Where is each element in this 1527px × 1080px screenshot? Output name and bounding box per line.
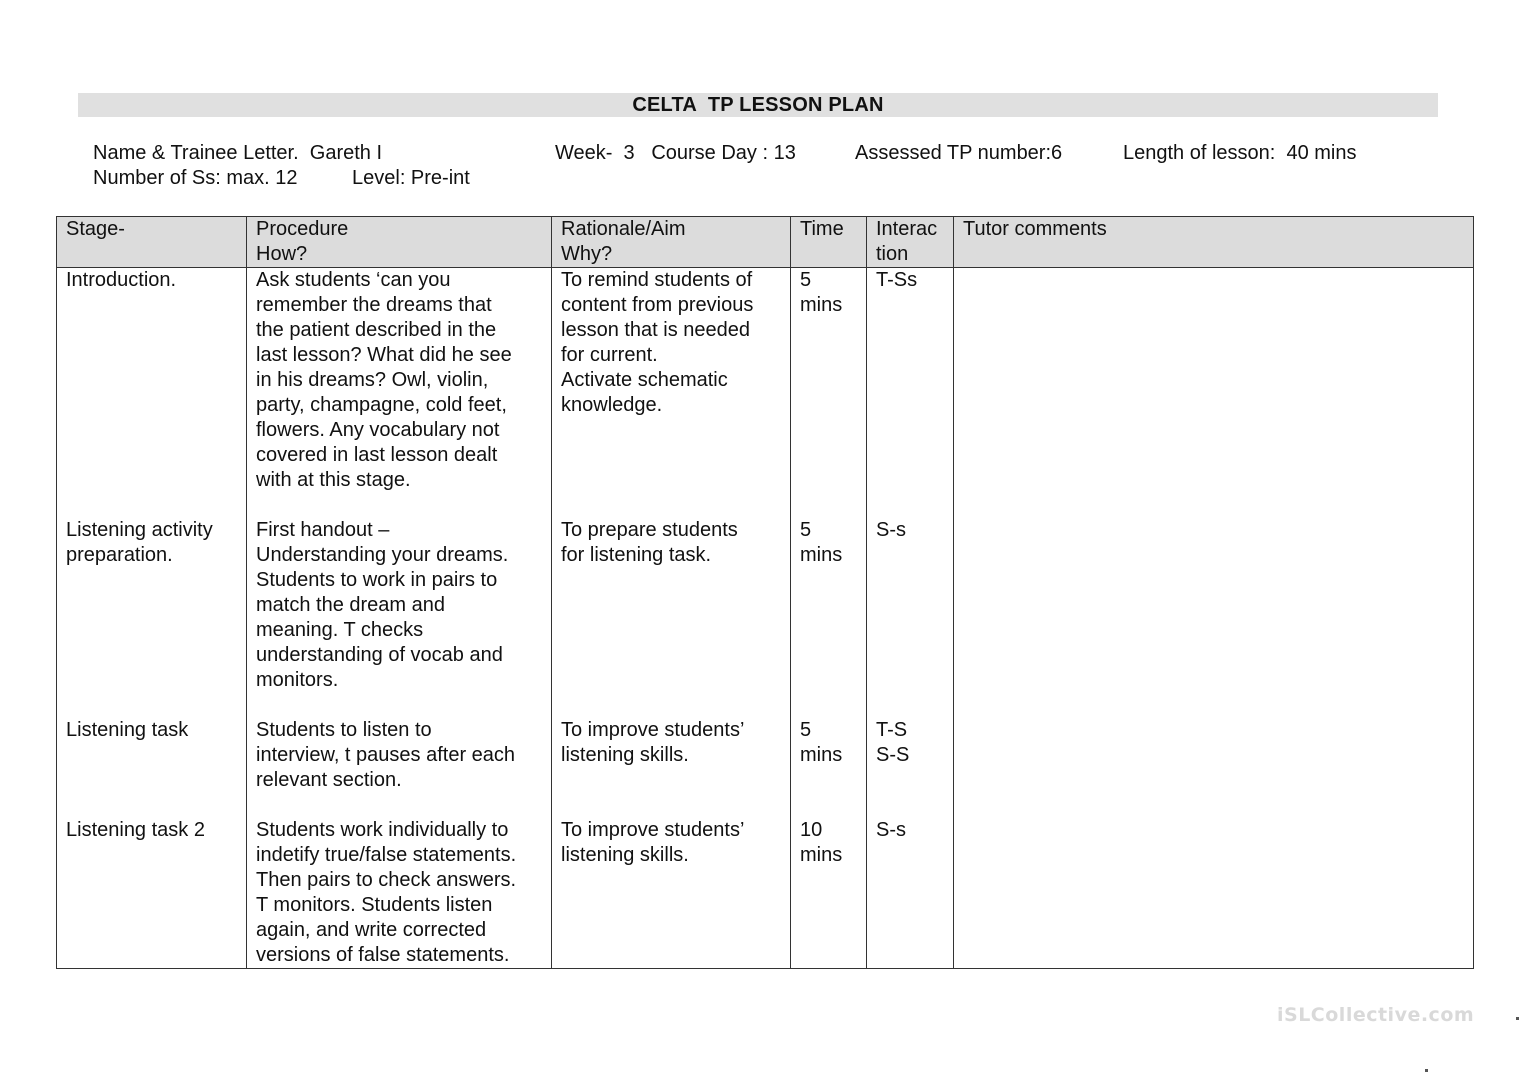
assessed-tp-number: Assessed TP number:6 bbox=[855, 142, 1063, 164]
cell-line: Introduction. bbox=[66, 269, 177, 291]
cell-line: relevant section. bbox=[256, 769, 402, 791]
cell-line: last lesson? What did he see bbox=[256, 344, 512, 366]
cell-line: Students to work in pairs to bbox=[256, 569, 498, 591]
cell-time bbox=[791, 718, 867, 818]
cell-line: How? bbox=[256, 243, 308, 265]
cell-line: for current. bbox=[561, 344, 658, 366]
cell-line: covered in last lesson dealt bbox=[256, 444, 498, 466]
header-procedure bbox=[247, 217, 552, 268]
cell-line: understanding of vocab and bbox=[256, 644, 503, 666]
cell-procedure bbox=[247, 268, 552, 519]
header-tutor-comments bbox=[954, 217, 1474, 268]
table-row bbox=[57, 718, 1474, 818]
cell-line: To remind students of bbox=[561, 269, 753, 291]
cell-line: Stage- bbox=[66, 218, 125, 240]
lesson-length: Length of lesson: 40 mins bbox=[1123, 142, 1357, 164]
cell-line: mins bbox=[800, 744, 843, 766]
cell-line: Tutor comments bbox=[963, 218, 1107, 240]
level: Level: Pre-int bbox=[352, 167, 470, 189]
lesson-plan-table bbox=[56, 216, 1474, 969]
cell-line: listening skills. bbox=[561, 844, 689, 866]
cell-line: 5 bbox=[800, 269, 812, 291]
stray-dot bbox=[1516, 1017, 1519, 1020]
cell-line: S-s bbox=[876, 519, 906, 541]
cell-line: listening skills. bbox=[561, 744, 689, 766]
cell-rationale bbox=[552, 718, 791, 818]
cell-tutor-comments bbox=[954, 818, 1474, 969]
cell-line: T monitors. Students listen bbox=[256, 894, 493, 916]
cell-line: preparation. bbox=[66, 544, 173, 566]
cell-line: T-Ss bbox=[876, 269, 918, 291]
cell-stage bbox=[57, 818, 247, 969]
cell-line: versions of false statements. bbox=[256, 944, 510, 966]
table-header-row bbox=[57, 217, 1474, 268]
cell-line: mins bbox=[800, 294, 843, 316]
cell-line: the patient described in the bbox=[256, 319, 497, 341]
cell-stage bbox=[57, 718, 247, 818]
cell-line: for listening task. bbox=[561, 544, 712, 566]
cell-line: Interac bbox=[876, 218, 938, 240]
table-row bbox=[57, 518, 1474, 718]
cell-line: S-s bbox=[876, 819, 906, 841]
table-row bbox=[57, 818, 1474, 969]
cell-line: Then pairs to check answers. bbox=[256, 869, 517, 891]
header-interaction bbox=[867, 217, 954, 268]
cell-line: remember the dreams that bbox=[256, 294, 492, 316]
page-title: CELTA TP LESSON PLAN bbox=[78, 93, 1438, 117]
cell-procedure bbox=[247, 718, 552, 818]
cell-line: mins bbox=[800, 544, 843, 566]
cell-rationale bbox=[552, 268, 791, 519]
cell-line: To improve students’ bbox=[561, 719, 745, 741]
cell-tutor-comments bbox=[954, 268, 1474, 519]
header-rationale bbox=[552, 217, 791, 268]
cell-tutor-comments bbox=[954, 718, 1474, 818]
cell-line: Students to listen to bbox=[256, 719, 432, 741]
cell-line: Listening activity bbox=[66, 519, 213, 541]
cell-line: in his dreams? Owl, violin, bbox=[256, 369, 489, 391]
cell-line: S-S bbox=[876, 744, 910, 766]
trainee-name: Name & Trainee Letter. Gareth I bbox=[93, 142, 383, 164]
cell-line: Ask students ‘can you bbox=[256, 269, 451, 291]
cell-time bbox=[791, 518, 867, 718]
cell-interaction bbox=[867, 718, 954, 818]
cell-line: lesson that is needed bbox=[561, 319, 751, 341]
cell-line: Rationale/Aim bbox=[561, 218, 686, 240]
watermark-logo: iSLCollective.com bbox=[1277, 1004, 1475, 1026]
cell-tutor-comments bbox=[954, 518, 1474, 718]
cell-interaction bbox=[867, 518, 954, 718]
cell-line: Time bbox=[800, 218, 844, 240]
cell-rationale bbox=[552, 818, 791, 969]
cell-line: party, champagne, cold feet, bbox=[256, 394, 507, 416]
cell-procedure bbox=[247, 518, 552, 718]
cell-line: indetify true/false statements. bbox=[256, 844, 517, 866]
cell-procedure bbox=[247, 818, 552, 969]
cell-line: T-S bbox=[876, 719, 908, 741]
header-stage bbox=[57, 217, 247, 268]
cell-interaction bbox=[867, 268, 954, 519]
cell-line: match the dream and bbox=[256, 594, 445, 616]
cell-line: knowledge. bbox=[561, 394, 663, 416]
week-course-day: Week- 3 Course Day : 13 bbox=[555, 142, 796, 164]
cell-line: Understanding your dreams. bbox=[256, 544, 509, 566]
cell-line: Listening task 2 bbox=[66, 819, 205, 841]
cell-stage bbox=[57, 268, 247, 519]
cell-line: interview, t pauses after each bbox=[256, 744, 516, 766]
cell-line: with at this stage. bbox=[256, 469, 411, 491]
cell-line: Students work individually to bbox=[256, 819, 509, 841]
cell-line: 5 bbox=[800, 719, 812, 741]
stray-dot bbox=[1425, 1069, 1428, 1072]
table-row bbox=[57, 268, 1474, 519]
cell-stage bbox=[57, 518, 247, 718]
cell-time bbox=[791, 268, 867, 519]
cell-line: To prepare students bbox=[561, 519, 738, 541]
cell-line: 10 bbox=[800, 819, 823, 841]
cell-line: meaning. T checks bbox=[256, 619, 424, 641]
cell-time bbox=[791, 818, 867, 969]
cell-line: monitors. bbox=[256, 669, 339, 691]
cell-line: tion bbox=[876, 243, 909, 265]
cell-line: Activate schematic bbox=[561, 369, 728, 391]
cell-rationale bbox=[552, 518, 791, 718]
cell-line: flowers. Any vocabulary not bbox=[256, 419, 500, 441]
cell-line: content from previous bbox=[561, 294, 754, 316]
cell-line: 5 bbox=[800, 519, 812, 541]
header-time bbox=[791, 217, 867, 268]
cell-line: Why? bbox=[561, 243, 613, 265]
number-of-students: Number of Ss: max. 12 bbox=[93, 167, 298, 189]
cell-line: mins bbox=[800, 844, 843, 866]
cell-interaction bbox=[867, 818, 954, 969]
cell-line: To improve students’ bbox=[561, 819, 745, 841]
cell-line: Listening task bbox=[66, 719, 189, 741]
cell-line: First handout – bbox=[256, 519, 390, 541]
cell-line: Procedure bbox=[256, 218, 349, 240]
cell-line: again, and write corrected bbox=[256, 919, 487, 941]
